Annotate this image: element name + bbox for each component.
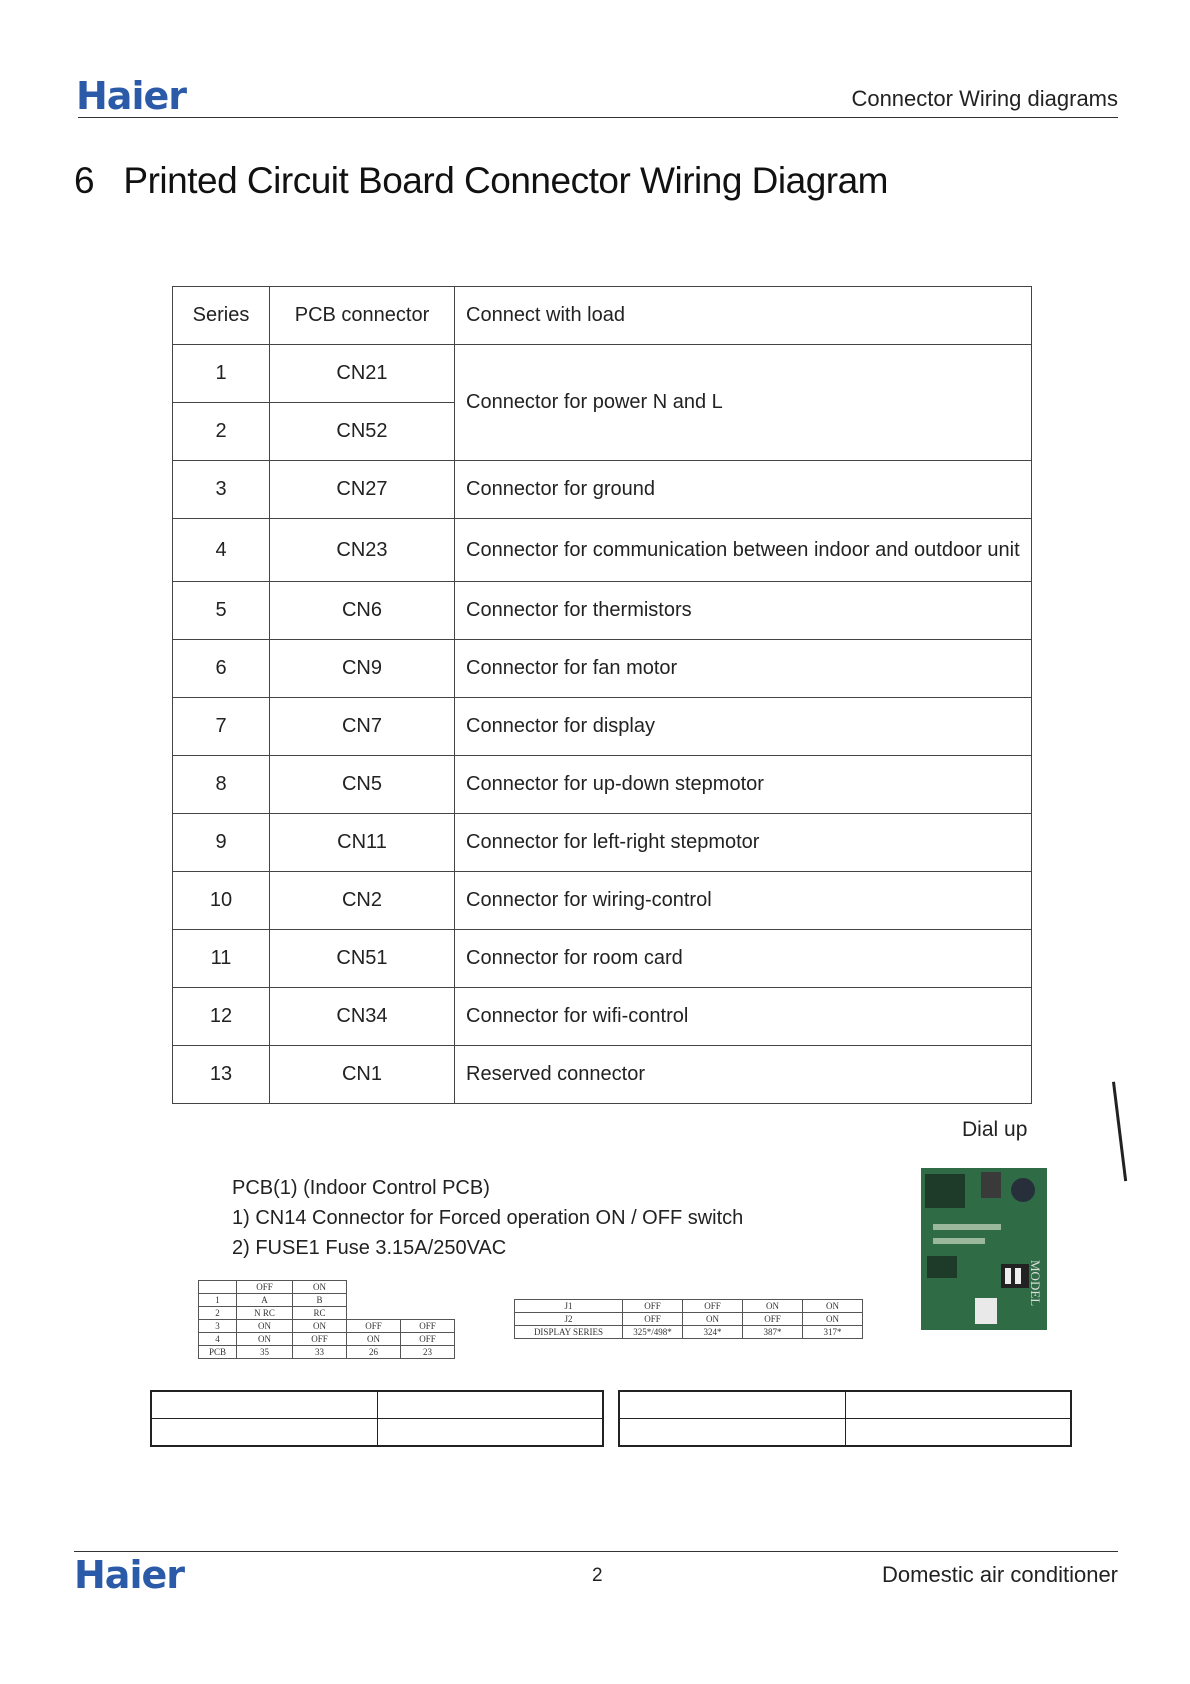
- dial-up-label: Dial up: [962, 1118, 1028, 1141]
- dip-cell: ON: [683, 1313, 743, 1326]
- dip-cell: ON: [237, 1333, 293, 1346]
- load-cell: Connector for left-right stepmotor: [455, 814, 1032, 872]
- table-row: [173, 756, 1032, 814]
- dip-cell: [401, 1294, 455, 1307]
- empty-cell: [377, 1419, 603, 1447]
- dip-cell: [401, 1307, 455, 1320]
- dip-cell: B: [293, 1294, 347, 1307]
- table-row: [173, 640, 1032, 698]
- series-cell: 4: [173, 519, 270, 582]
- table-row: [151, 1419, 603, 1447]
- dip-cell: 33: [293, 1346, 347, 1359]
- pcb-trace: [933, 1238, 985, 1244]
- dip-cell: OFF: [237, 1281, 293, 1294]
- connector-cell: CN7: [270, 698, 455, 756]
- dip-cell: J2: [515, 1313, 623, 1326]
- note-fuse1: 2) FUSE1 Fuse 3.15A/250VAC: [232, 1237, 507, 1259]
- table-header-row: [173, 287, 1032, 345]
- dip-cell: PCB: [199, 1346, 237, 1359]
- header-series: Series: [173, 287, 270, 345]
- table-row: [199, 1333, 455, 1346]
- connector-cell: CN6: [270, 582, 455, 640]
- dip-cell: ON: [803, 1313, 863, 1326]
- table-row: [199, 1307, 455, 1320]
- connector-cell: CN5: [270, 756, 455, 814]
- pcb-capacitor: [1011, 1178, 1035, 1202]
- dip-cell: OFF: [743, 1313, 803, 1326]
- load-cell: Connector for room card: [455, 930, 1032, 988]
- footer-product-category: Domestic air conditioner: [882, 1562, 1118, 1587]
- empty-cell: [619, 1391, 845, 1419]
- header-connect-with-load: Connect with load: [455, 287, 1032, 345]
- connector-cell: CN52: [270, 403, 455, 461]
- dip-cell: ON: [237, 1320, 293, 1333]
- note-cn14: 1) CN14 Connector for Forced operation ON / OFF switch: [232, 1207, 744, 1229]
- dip-cell: OFF: [401, 1320, 455, 1333]
- dip-cell: OFF: [683, 1300, 743, 1313]
- dip-cell: OFF: [623, 1300, 683, 1313]
- connector-cell: CN21: [270, 345, 455, 403]
- empty-cell: [845, 1391, 1071, 1419]
- footer-divider: [74, 1551, 1118, 1552]
- dip-switch-table-display: [514, 1299, 863, 1339]
- connector-cell: CN11: [270, 814, 455, 872]
- dip-cell: J1: [515, 1300, 623, 1313]
- dip-cell: 324*: [683, 1326, 743, 1339]
- dip-cell: 3: [199, 1320, 237, 1333]
- pointer-line: [1112, 1082, 1127, 1182]
- table-row: [619, 1391, 1071, 1419]
- page-number: 2: [592, 1565, 603, 1586]
- pcb-dip-lever: [1005, 1268, 1011, 1284]
- empty-cell: [619, 1419, 845, 1447]
- table-row: [173, 930, 1032, 988]
- pcb-chip: [927, 1256, 957, 1278]
- table-row: [199, 1320, 455, 1333]
- series-cell: 11: [173, 930, 270, 988]
- table-row: [173, 1046, 1032, 1104]
- dip-cell: [199, 1281, 237, 1294]
- dip-cell: 317*: [803, 1326, 863, 1339]
- pcb-trace: [933, 1224, 1001, 1230]
- table-row: [199, 1294, 455, 1307]
- table-row: [173, 988, 1032, 1046]
- series-cell: 2: [173, 403, 270, 461]
- dip-cell: 26: [347, 1346, 401, 1359]
- note-pcb-title: PCB(1) (Indoor Control PCB): [232, 1177, 490, 1199]
- haier-logo: Haier: [76, 74, 186, 118]
- load-cell: Reserved connector: [455, 1046, 1032, 1104]
- empty-cell: [151, 1419, 377, 1447]
- connector-cell: CN27: [270, 461, 455, 519]
- dip-cell: ON: [293, 1320, 347, 1333]
- dip-cell: [347, 1294, 401, 1307]
- table-row: [515, 1313, 863, 1326]
- empty-cell: [377, 1391, 603, 1419]
- dip-cell: ON: [743, 1300, 803, 1313]
- load-cell: Connector for display: [455, 698, 1032, 756]
- dip-cell: ON: [293, 1281, 347, 1294]
- pcb-photo: [921, 1168, 1047, 1330]
- empty-table-right: [618, 1390, 1072, 1447]
- load-cell: Connector for communication between indoor and outdoor unit: [455, 519, 1032, 582]
- dip-cell: 4: [199, 1333, 237, 1346]
- series-cell: 12: [173, 988, 270, 1046]
- load-cell: Connector for thermistors: [455, 582, 1032, 640]
- load-cell: Connector for power N and L: [455, 345, 1032, 461]
- table-row: [515, 1326, 863, 1339]
- dip-cell: 2: [199, 1307, 237, 1320]
- connector-cell: CN23: [270, 519, 455, 582]
- table-row: [151, 1391, 603, 1419]
- header-divider: [78, 117, 1118, 118]
- pcb-dip-lever: [1015, 1268, 1021, 1284]
- pcb-chip: [925, 1174, 965, 1208]
- table-row: [515, 1300, 863, 1313]
- dip-cell: OFF: [623, 1313, 683, 1326]
- series-cell: 6: [173, 640, 270, 698]
- connector-cell: CN34: [270, 988, 455, 1046]
- dip-cell: [347, 1307, 401, 1320]
- series-cell: 9: [173, 814, 270, 872]
- table-row: [199, 1281, 455, 1294]
- load-cell: Connector for wiring-control: [455, 872, 1032, 930]
- series-cell: 10: [173, 872, 270, 930]
- connector-cell: CN1: [270, 1046, 455, 1104]
- series-cell: 13: [173, 1046, 270, 1104]
- dip-cell: ON: [803, 1300, 863, 1313]
- table-row: [173, 519, 1032, 582]
- pcb-relay: [981, 1172, 1001, 1198]
- dip-cell: A: [237, 1294, 293, 1307]
- empty-table-left: [150, 1390, 604, 1447]
- table-row: [173, 345, 1032, 403]
- series-cell: 3: [173, 461, 270, 519]
- connector-cell: CN2: [270, 872, 455, 930]
- dip-cell: OFF: [293, 1333, 347, 1346]
- page-title: 6 Printed Circuit Board Connector Wiring Diagram: [74, 160, 888, 201]
- table-row: [173, 814, 1032, 872]
- load-cell: Connector for ground: [455, 461, 1032, 519]
- empty-cell: [151, 1391, 377, 1419]
- dip-cell: 325*/498*: [623, 1326, 683, 1339]
- table-row: [173, 698, 1032, 756]
- load-cell: Connector for up-down stepmotor: [455, 756, 1032, 814]
- pcb-label-sticker: [975, 1298, 997, 1324]
- dip-cell: 1: [199, 1294, 237, 1307]
- pcb-model-text: MODEL: [1028, 1260, 1043, 1307]
- dip-cell: OFF: [347, 1320, 401, 1333]
- load-cell: Connector for wifi-control: [455, 988, 1032, 1046]
- dip-cell: [347, 1281, 401, 1294]
- header-section-title: Connector Wiring diagrams: [851, 86, 1118, 111]
- table-row: [173, 582, 1032, 640]
- series-cell: 5: [173, 582, 270, 640]
- table-row: [199, 1346, 455, 1359]
- table-row: [173, 872, 1032, 930]
- connector-table: [172, 286, 1032, 1104]
- series-cell: 7: [173, 698, 270, 756]
- dip-cell: ON: [347, 1333, 401, 1346]
- table-row: [173, 461, 1032, 519]
- table-row: [619, 1419, 1071, 1447]
- footer-haier-logo: Haier: [74, 1553, 184, 1597]
- dip-cell: OFF: [401, 1333, 455, 1346]
- dip-cell: DISPLAY SERIES: [515, 1326, 623, 1339]
- load-cell: Connector for fan motor: [455, 640, 1032, 698]
- dip-cell: 35: [237, 1346, 293, 1359]
- connector-cell: CN9: [270, 640, 455, 698]
- empty-cell: [845, 1419, 1071, 1447]
- dip-cell: RC: [293, 1307, 347, 1320]
- series-cell: 1: [173, 345, 270, 403]
- connector-cell: CN51: [270, 930, 455, 988]
- dip-cell: 387*: [743, 1326, 803, 1339]
- series-cell: 8: [173, 756, 270, 814]
- dip-cell: N RC: [237, 1307, 293, 1320]
- dip-cell: 23: [401, 1346, 455, 1359]
- header-pcb-connector: PCB connector: [270, 287, 455, 345]
- dip-switch-table-pcb: [198, 1280, 455, 1359]
- dip-cell: [401, 1281, 455, 1294]
